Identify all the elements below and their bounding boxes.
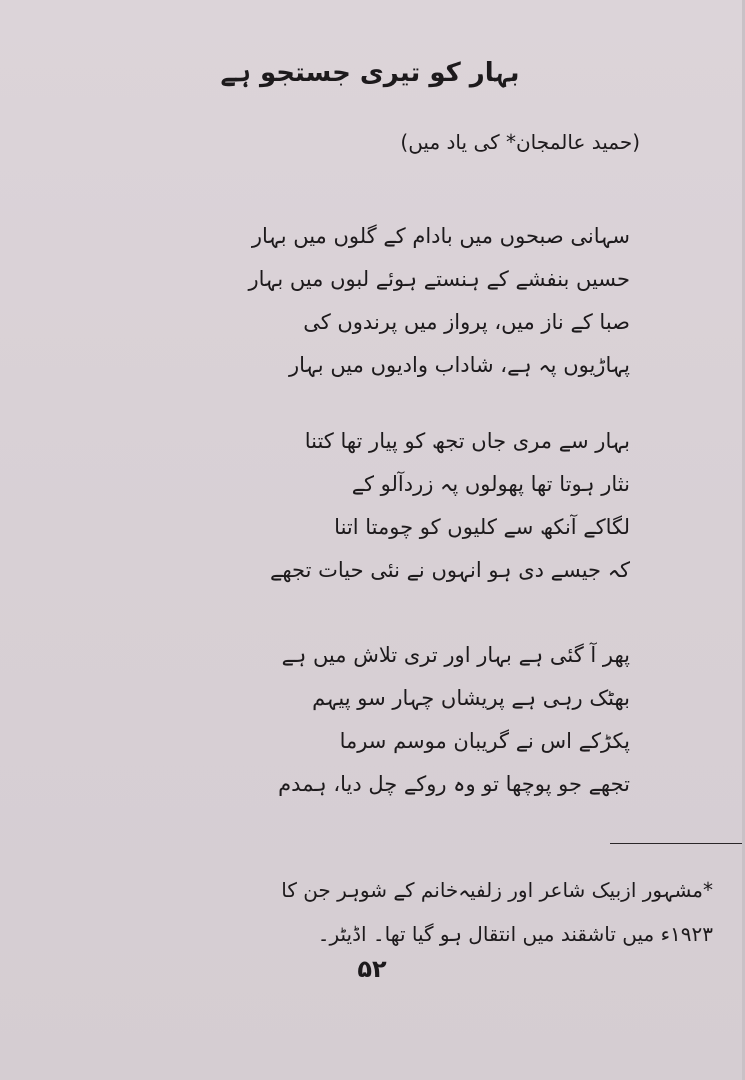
footnote-line: *مشہور ازبیک شاعر اور زلفیہ‌خانم کے شوہر جن کا: [281, 878, 713, 902]
poem-title: بہار کو تیری جستجو ہے: [220, 58, 520, 88]
page-number: ۵۲: [357, 955, 387, 983]
stanza-1: [150, 215, 630, 387]
verse-line: سہانی صبحوں میں بادام کے گلوں میں بہار: [251, 224, 630, 248]
poem-dedication: (حمید عالمجان* کی یاد میں): [400, 130, 640, 154]
footnote-divider: [610, 843, 745, 844]
stanza-2: [150, 420, 630, 592]
footnote: [53, 868, 713, 956]
verse-line: کہ جیسے دی ہو انہوں نے نئی حیات تجھے: [270, 558, 630, 582]
verse-line: بہار سے مری جاں تجھ کو پیار تھا کتنا: [304, 429, 630, 453]
verse-line: پکڑکے اس نے گریبان موسم سرما: [339, 729, 630, 753]
footnote-line: ۱۹۲۳ء میں تاشقند میں انتقال ہو گیا تھا۔ اڈیٹر۔: [317, 922, 713, 946]
verse-line: پھر آ گئی ہے بہار اور تری تلاش میں ہے: [281, 643, 630, 667]
verse-line: حسیں بنفشے کے ہنستے ہوئے لبوں میں بہار: [248, 267, 630, 291]
verse-line: پہاڑیوں پہ ہے، شاداب وادیوں میں بہار: [288, 353, 630, 377]
verse-line: تجھے جو پوچھا تو وہ روکے چل دیا، ہمدم: [278, 772, 630, 796]
verse-line: لگاکے آنکھ سے کلیوں کو چومتا اتنا: [334, 515, 630, 539]
verse-line: صبا کے ناز میں، پرواز میں پرندوں کی: [303, 310, 630, 334]
verse-line: بھٹک رہی ہے پریشاں چہار سو پیہم: [312, 686, 630, 710]
verse-line: نثار ہوتا تھا پھولوں پہ زردآلو کے: [351, 472, 630, 496]
stanza-3: [150, 634, 630, 806]
